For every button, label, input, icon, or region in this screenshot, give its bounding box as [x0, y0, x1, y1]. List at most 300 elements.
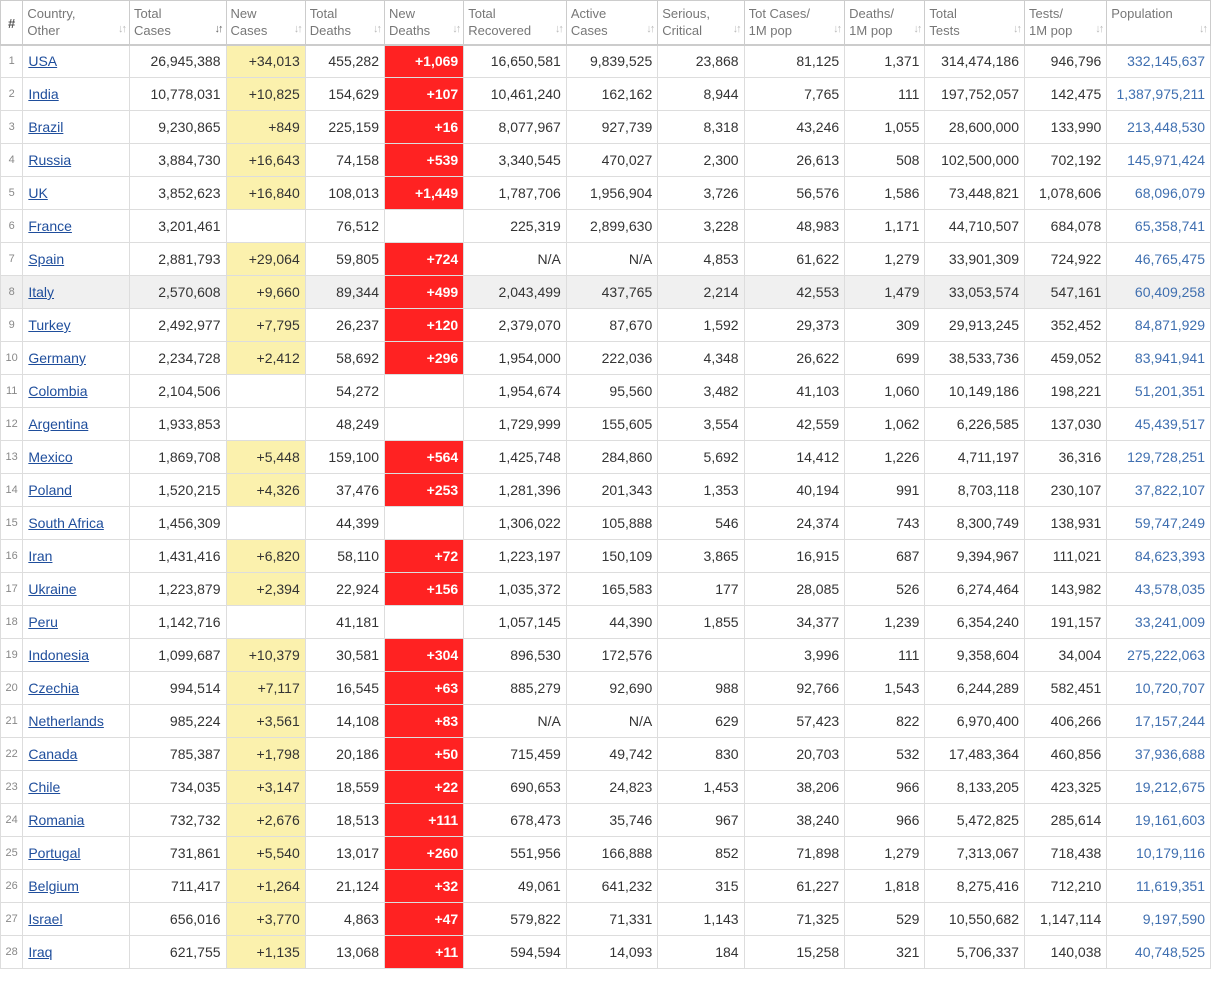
- cell-idx: 5: [1, 177, 23, 210]
- cell-total-tests: 102,500,000: [925, 144, 1025, 177]
- cell-serious-critical: 1,143: [658, 903, 744, 936]
- column-header-population[interactable]: [1107, 1, 1211, 45]
- cell-total-cases: 994,514: [130, 672, 227, 705]
- cell-cases-per-1m: 43,246: [744, 111, 845, 144]
- cell-active-cases: 927,739: [566, 111, 657, 144]
- country-link[interactable]: Ukraine: [28, 581, 77, 597]
- cell-total-deaths: 26,237: [305, 309, 384, 342]
- cell-new-deaths: +83: [384, 705, 463, 738]
- cell-new-cases: +5,540: [226, 837, 305, 870]
- cell-total-deaths: 455,282: [305, 45, 384, 78]
- country-link[interactable]: Iraq: [28, 944, 53, 960]
- cell-cases-per-1m: 28,085: [744, 573, 845, 606]
- cell-country: [23, 870, 130, 903]
- cell-total-tests: 8,703,118: [925, 474, 1025, 507]
- cell-country: [23, 45, 130, 78]
- cell-total-tests: 10,149,186: [925, 375, 1025, 408]
- cell-population: 1,387,975,211: [1107, 78, 1211, 111]
- cell-country: [23, 375, 130, 408]
- cell-total-recovered: 1,425,748: [464, 441, 567, 474]
- country-link[interactable]: Spain: [28, 251, 65, 267]
- country-link[interactable]: Romania: [28, 812, 85, 828]
- cell-tests-per-1m: 137,030: [1024, 408, 1106, 441]
- cell-country: [23, 309, 130, 342]
- column-header-active-cases[interactable]: [566, 1, 657, 45]
- cell-idx: 3: [1, 111, 23, 144]
- cell-new-deaths: +120: [384, 309, 463, 342]
- cell-serious-critical: 8,944: [658, 78, 744, 111]
- sort-icon[interactable]: ↓↑: [293, 22, 301, 35]
- cell-country: [23, 474, 130, 507]
- cell-idx: 7: [1, 243, 23, 276]
- column-header-label: Total: [309, 6, 338, 21]
- column-header-label: New: [230, 6, 257, 21]
- cell-total-recovered: 579,822: [464, 903, 567, 936]
- cell-serious-critical: 1,453: [658, 771, 744, 804]
- country-link[interactable]: Iran: [28, 548, 53, 564]
- cell-population: 11,619,351: [1107, 870, 1211, 903]
- cell-cases-per-1m: 29,373: [744, 309, 845, 342]
- cell-total-deaths: 58,692: [305, 342, 384, 375]
- column-header-deaths-per-1m[interactable]: [845, 1, 925, 45]
- cell-new-cases: [226, 606, 305, 639]
- country-link[interactable]: Colombia: [28, 383, 88, 399]
- cell-cases-per-1m: 40,194: [744, 474, 845, 507]
- cell-deaths-per-1m: 687: [845, 540, 925, 573]
- cell-total-deaths: 48,249: [305, 408, 384, 441]
- cell-country: [23, 243, 130, 276]
- cell-deaths-per-1m: 1,239: [845, 606, 925, 639]
- cell-serious-critical: 2,214: [658, 276, 744, 309]
- cell-idx: 2: [1, 78, 23, 111]
- cell-total-tests: 33,901,309: [925, 243, 1025, 276]
- cell-new-deaths: +539: [384, 144, 463, 177]
- cell-serious-critical: 852: [658, 837, 744, 870]
- column-header-label: New: [388, 6, 415, 21]
- cell-total-cases: 3,852,623: [130, 177, 227, 210]
- cell-active-cases: 437,765: [566, 276, 657, 309]
- sort-icon[interactable]: ↓↑: [372, 22, 380, 35]
- cell-population: 145,971,424: [1107, 144, 1211, 177]
- cell-new-cases: +5,448: [226, 441, 305, 474]
- cell-total-tests: 7,313,067: [925, 837, 1025, 870]
- cell-total-deaths: 89,344: [305, 276, 384, 309]
- column-header-total-tests[interactable]: [925, 1, 1025, 45]
- cell-idx: 27: [1, 903, 23, 936]
- cell-deaths-per-1m: 1,479: [845, 276, 925, 309]
- column-header-label: Active: [570, 6, 607, 21]
- cell-total-recovered: 1,057,145: [464, 606, 567, 639]
- column-header-serious-critical[interactable]: [658, 1, 744, 45]
- cell-total-cases: 2,492,977: [130, 309, 227, 342]
- cell-country: [23, 606, 130, 639]
- cell-serious-critical: 988: [658, 672, 744, 705]
- sort-icon[interactable]: ↓↑: [833, 22, 841, 35]
- cell-idx: 12: [1, 408, 23, 441]
- cell-total-cases: 2,234,728: [130, 342, 227, 375]
- cell-new-cases: +10,379: [226, 639, 305, 672]
- table-row: [1, 309, 1211, 342]
- sort-icon[interactable]: ↓↑: [732, 22, 740, 35]
- cell-idx: 21: [1, 705, 23, 738]
- cell-population: 33,241,009: [1107, 606, 1211, 639]
- column-header-total-deaths[interactable]: [305, 1, 384, 45]
- cell-total-deaths: 225,159: [305, 111, 384, 144]
- cell-total-cases: 711,417: [130, 870, 227, 903]
- cell-cases-per-1m: 71,898: [744, 837, 845, 870]
- cell-total-tests: 5,706,337: [925, 936, 1025, 969]
- cell-cases-per-1m: 3,996: [744, 639, 845, 672]
- cell-new-cases: +10,825: [226, 78, 305, 111]
- country-link[interactable]: India: [28, 86, 59, 102]
- cell-total-recovered: N/A: [464, 705, 567, 738]
- column-header-country[interactable]: [23, 1, 130, 45]
- column-header-label: Tot Cases/: [748, 6, 811, 21]
- cell-total-recovered: 551,956: [464, 837, 567, 870]
- cell-total-recovered: 885,279: [464, 672, 567, 705]
- country-link[interactable]: Brazil: [28, 119, 64, 135]
- cell-total-deaths: 59,805: [305, 243, 384, 276]
- cell-total-deaths: 37,476: [305, 474, 384, 507]
- cell-serious-critical: 184: [658, 936, 744, 969]
- cell-serious-critical: 4,348: [658, 342, 744, 375]
- table-row: [1, 870, 1211, 903]
- country-link[interactable]: Poland: [28, 482, 72, 498]
- country-link[interactable]: USA: [28, 53, 58, 70]
- cell-tests-per-1m: 198,221: [1024, 375, 1106, 408]
- cell-deaths-per-1m: 966: [845, 771, 925, 804]
- cell-tests-per-1m: 143,982: [1024, 573, 1106, 606]
- cell-idx: 13: [1, 441, 23, 474]
- column-header-label: 1M pop: [849, 23, 893, 38]
- cell-cases-per-1m: 7,765: [744, 78, 845, 111]
- cell-new-deaths: +107: [384, 78, 463, 111]
- cell-serious-critical: 2,300: [658, 144, 744, 177]
- cell-tests-per-1m: 946,796: [1024, 45, 1106, 78]
- cell-total-deaths: 74,158: [305, 144, 384, 177]
- table-row: [1, 639, 1211, 672]
- cell-new-cases: +3,147: [226, 771, 305, 804]
- cell-tests-per-1m: 459,052: [1024, 342, 1106, 375]
- cell-total-cases: 1,456,309: [130, 507, 227, 540]
- cell-tests-per-1m: 142,475: [1024, 78, 1106, 111]
- cell-idx: 28: [1, 936, 23, 969]
- cell-country: [23, 408, 130, 441]
- country-link[interactable]: UK: [28, 185, 48, 201]
- cell-country: [23, 936, 130, 969]
- cell-cases-per-1m: 42,553: [744, 276, 845, 309]
- cell-active-cases: 87,670: [566, 309, 657, 342]
- cell-total-recovered: 1,729,999: [464, 408, 567, 441]
- cell-total-tests: 6,354,240: [925, 606, 1025, 639]
- column-header-label: Total: [468, 6, 496, 21]
- country-link[interactable]: Argentina: [28, 416, 89, 432]
- cell-cases-per-1m: 56,576: [744, 177, 845, 210]
- column-header-label: Total: [929, 6, 957, 21]
- country-link[interactable]: Portugal: [28, 845, 81, 861]
- country-link[interactable]: South Africa: [28, 515, 104, 531]
- cell-cases-per-1m: 20,703: [744, 738, 845, 771]
- country-link[interactable]: Belgium: [28, 878, 79, 894]
- cell-total-deaths: 4,863: [305, 903, 384, 936]
- cell-idx: 16: [1, 540, 23, 573]
- column-header-total-recovered[interactable]: [464, 1, 567, 45]
- cell-country: [23, 639, 130, 672]
- cell-total-deaths: 41,181: [305, 606, 384, 639]
- country-link[interactable]: Czechia: [28, 680, 79, 696]
- cell-deaths-per-1m: 966: [845, 804, 925, 837]
- cell-tests-per-1m: 712,210: [1024, 870, 1106, 903]
- cell-cases-per-1m: 15,258: [744, 936, 845, 969]
- cell-total-deaths: 18,513: [305, 804, 384, 837]
- cell-new-cases: [226, 375, 305, 408]
- cell-active-cases: 641,232: [566, 870, 657, 903]
- country-link[interactable]: France: [28, 218, 72, 234]
- cell-idx: 26: [1, 870, 23, 903]
- table-row: [1, 177, 1211, 210]
- cell-population: 10,720,707: [1107, 672, 1211, 705]
- sort-icon[interactable]: ↓↑: [913, 22, 921, 35]
- country-link[interactable]: Israel: [28, 911, 63, 927]
- country-link[interactable]: Mexico: [28, 449, 73, 465]
- cell-total-cases: 3,884,730: [130, 144, 227, 177]
- cell-total-deaths: 30,581: [305, 639, 384, 672]
- cell-total-cases: 731,861: [130, 837, 227, 870]
- cell-total-recovered: 896,530: [464, 639, 567, 672]
- country-link[interactable]: Chile: [28, 779, 61, 795]
- column-header-total-cases[interactable]: [130, 1, 227, 45]
- cell-serious-critical: 3,228: [658, 210, 744, 243]
- cell-new-cases: [226, 210, 305, 243]
- cell-new-cases: +7,117: [226, 672, 305, 705]
- cell-serious-critical: 315: [658, 870, 744, 903]
- country-link[interactable]: Russia: [28, 152, 72, 168]
- cell-total-recovered: N/A: [464, 243, 567, 276]
- cell-idx: 23: [1, 771, 23, 804]
- country-link[interactable]: Italy: [28, 284, 55, 300]
- cell-total-tests: 28,600,000: [925, 111, 1025, 144]
- cell-new-cases: [226, 507, 305, 540]
- cell-population: 37,822,107: [1107, 474, 1211, 507]
- cell-country: [23, 177, 130, 210]
- cell-total-deaths: 13,017: [305, 837, 384, 870]
- cell-total-recovered: 8,077,967: [464, 111, 567, 144]
- cell-total-tests: 9,394,967: [925, 540, 1025, 573]
- cell-idx: 18: [1, 606, 23, 639]
- sort-icon[interactable]: ↓↑: [1012, 22, 1020, 35]
- table-row: [1, 78, 1211, 111]
- cell-cases-per-1m: 71,325: [744, 903, 845, 936]
- cell-serious-critical: 3,482: [658, 375, 744, 408]
- cell-serious-critical: 8,318: [658, 111, 744, 144]
- cell-population: 332,145,637: [1107, 45, 1211, 78]
- cell-active-cases: 35,746: [566, 804, 657, 837]
- cell-total-recovered: 1,954,674: [464, 375, 567, 408]
- cell-deaths-per-1m: 111: [845, 639, 925, 672]
- cell-total-tests: 6,274,464: [925, 573, 1025, 606]
- country-link[interactable]: Peru: [28, 614, 58, 630]
- cell-country: [23, 342, 130, 375]
- cell-active-cases: 2,899,630: [566, 210, 657, 243]
- cell-deaths-per-1m: 1,279: [845, 837, 925, 870]
- country-link[interactable]: Netherlands: [28, 713, 104, 729]
- cell-population: 51,201,351: [1107, 375, 1211, 408]
- cell-deaths-per-1m: 1,226: [845, 441, 925, 474]
- cell-total-recovered: 690,653: [464, 771, 567, 804]
- cell-cases-per-1m: 34,377: [744, 606, 845, 639]
- cell-serious-critical: 4,853: [658, 243, 744, 276]
- cell-idx: 10: [1, 342, 23, 375]
- column-header-tests-per-1m[interactable]: [1024, 1, 1106, 45]
- column-header-cases-per-1m[interactable]: [744, 1, 845, 45]
- column-header-new-cases[interactable]: [226, 1, 305, 45]
- column-header-label: Critical: [662, 23, 702, 38]
- cell-total-tests: 33,053,574: [925, 276, 1025, 309]
- cell-new-cases: +34,013: [226, 45, 305, 78]
- cell-active-cases: 44,390: [566, 606, 657, 639]
- cell-cases-per-1m: 38,206: [744, 771, 845, 804]
- cell-new-deaths: +1,449: [384, 177, 463, 210]
- cell-active-cases: 9,839,525: [566, 45, 657, 78]
- cell-total-tests: 6,226,585: [925, 408, 1025, 441]
- cell-deaths-per-1m: 532: [845, 738, 925, 771]
- cell-active-cases: 165,583: [566, 573, 657, 606]
- cell-population: 9,197,590: [1107, 903, 1211, 936]
- cell-new-cases: +2,394: [226, 573, 305, 606]
- cell-total-deaths: 76,512: [305, 210, 384, 243]
- sort-icon[interactable]: ↓↑: [118, 22, 126, 35]
- cell-population: 59,747,249: [1107, 507, 1211, 540]
- cell-new-cases: [226, 408, 305, 441]
- cell-total-deaths: 159,100: [305, 441, 384, 474]
- column-header-new-deaths[interactable]: [384, 1, 463, 45]
- cell-total-cases: 2,104,506: [130, 375, 227, 408]
- table-row: [1, 507, 1211, 540]
- column-header-label: Cases: [230, 23, 268, 38]
- cell-population: 129,728,251: [1107, 441, 1211, 474]
- cell-total-cases: 985,224: [130, 705, 227, 738]
- cell-total-tests: 197,752,057: [925, 78, 1025, 111]
- cell-serious-critical: [658, 639, 744, 672]
- cell-new-deaths: +72: [384, 540, 463, 573]
- cell-total-deaths: 58,110: [305, 540, 384, 573]
- cell-country: [23, 804, 130, 837]
- cell-total-tests: 38,533,736: [925, 342, 1025, 375]
- cell-total-cases: 10,778,031: [130, 78, 227, 111]
- cell-total-cases: 785,387: [130, 738, 227, 771]
- cell-country: [23, 738, 130, 771]
- country-link[interactable]: Turkey: [28, 317, 71, 333]
- column-header-label: Cases: [570, 23, 608, 38]
- cell-tests-per-1m: 582,451: [1024, 672, 1106, 705]
- cell-tests-per-1m: 718,438: [1024, 837, 1106, 870]
- sort-icon[interactable]: ↓↑: [1199, 22, 1206, 35]
- cell-country: [23, 573, 130, 606]
- sort-desc-icon[interactable]: ↓↑: [214, 22, 222, 35]
- cell-tests-per-1m: 191,157: [1024, 606, 1106, 639]
- cell-new-cases: +3,561: [226, 705, 305, 738]
- cell-active-cases: 95,560: [566, 375, 657, 408]
- cell-active-cases: 14,093: [566, 936, 657, 969]
- cell-active-cases: 172,576: [566, 639, 657, 672]
- sort-icon[interactable]: ↓↑: [646, 22, 654, 35]
- cell-cases-per-1m: 61,227: [744, 870, 845, 903]
- cell-cases-per-1m: 24,374: [744, 507, 845, 540]
- column-header-label: Cases: [134, 23, 171, 38]
- column-header-label: Total: [134, 6, 162, 21]
- cell-idx: 4: [1, 144, 23, 177]
- cell-cases-per-1m: 92,766: [744, 672, 845, 705]
- cell-tests-per-1m: 547,161: [1024, 276, 1106, 309]
- cell-new-deaths: +1,069: [384, 45, 463, 78]
- column-header-label: Serious,: [662, 6, 710, 21]
- sort-icon[interactable]: ↓↑: [1095, 22, 1103, 35]
- column-header-idx: [1, 1, 23, 45]
- cell-population: 43,578,035: [1107, 573, 1211, 606]
- cell-population: 84,871,929: [1107, 309, 1211, 342]
- cell-population: 17,157,244: [1107, 705, 1211, 738]
- cell-country: [23, 78, 130, 111]
- cell-country: [23, 705, 130, 738]
- cell-new-deaths: +304: [384, 639, 463, 672]
- cell-new-deaths: +50: [384, 738, 463, 771]
- country-link[interactable]: Germany: [28, 350, 86, 366]
- cell-total-tests: 314,474,186: [925, 45, 1025, 78]
- cell-cases-per-1m: 16,915: [744, 540, 845, 573]
- cell-idx: 24: [1, 804, 23, 837]
- cell-cases-per-1m: 42,559: [744, 408, 845, 441]
- cell-total-recovered: 1,306,022: [464, 507, 567, 540]
- cell-total-cases: 734,035: [130, 771, 227, 804]
- table-row: [1, 342, 1211, 375]
- country-link[interactable]: Indonesia: [28, 647, 90, 663]
- cell-country: [23, 540, 130, 573]
- cell-population: 213,448,530: [1107, 111, 1211, 144]
- cell-tests-per-1m: 36,316: [1024, 441, 1106, 474]
- country-link[interactable]: Canada: [28, 746, 78, 762]
- table-row: [1, 738, 1211, 771]
- cell-deaths-per-1m: 1,171: [845, 210, 925, 243]
- cell-cases-per-1m: 14,412: [744, 441, 845, 474]
- cell-deaths-per-1m: 321: [845, 936, 925, 969]
- cell-country: [23, 507, 130, 540]
- sort-icon[interactable]: ↓↑: [554, 22, 562, 35]
- cell-total-recovered: 1,787,706: [464, 177, 567, 210]
- cell-cases-per-1m: 41,103: [744, 375, 845, 408]
- cell-total-tests: 8,300,749: [925, 507, 1025, 540]
- cell-active-cases: 24,823: [566, 771, 657, 804]
- cell-idx: 15: [1, 507, 23, 540]
- cell-population: 46,765,475: [1107, 243, 1211, 276]
- cell-new-cases: +849: [226, 111, 305, 144]
- cell-new-deaths: +564: [384, 441, 463, 474]
- cell-total-tests: 6,244,289: [925, 672, 1025, 705]
- cell-total-recovered: 1,223,197: [464, 540, 567, 573]
- cell-total-deaths: 18,559: [305, 771, 384, 804]
- cell-active-cases: N/A: [566, 705, 657, 738]
- cell-population: 40,748,525: [1107, 936, 1211, 969]
- cell-population: 60,409,258: [1107, 276, 1211, 309]
- cell-deaths-per-1m: 1,818: [845, 870, 925, 903]
- cell-tests-per-1m: 34,004: [1024, 639, 1106, 672]
- cell-active-cases: 201,343: [566, 474, 657, 507]
- cell-country: [23, 837, 130, 870]
- cell-serious-critical: 3,726: [658, 177, 744, 210]
- cell-idx: 6: [1, 210, 23, 243]
- cell-new-deaths: [384, 210, 463, 243]
- cell-country: [23, 276, 130, 309]
- sort-icon[interactable]: ↓↑: [452, 22, 460, 35]
